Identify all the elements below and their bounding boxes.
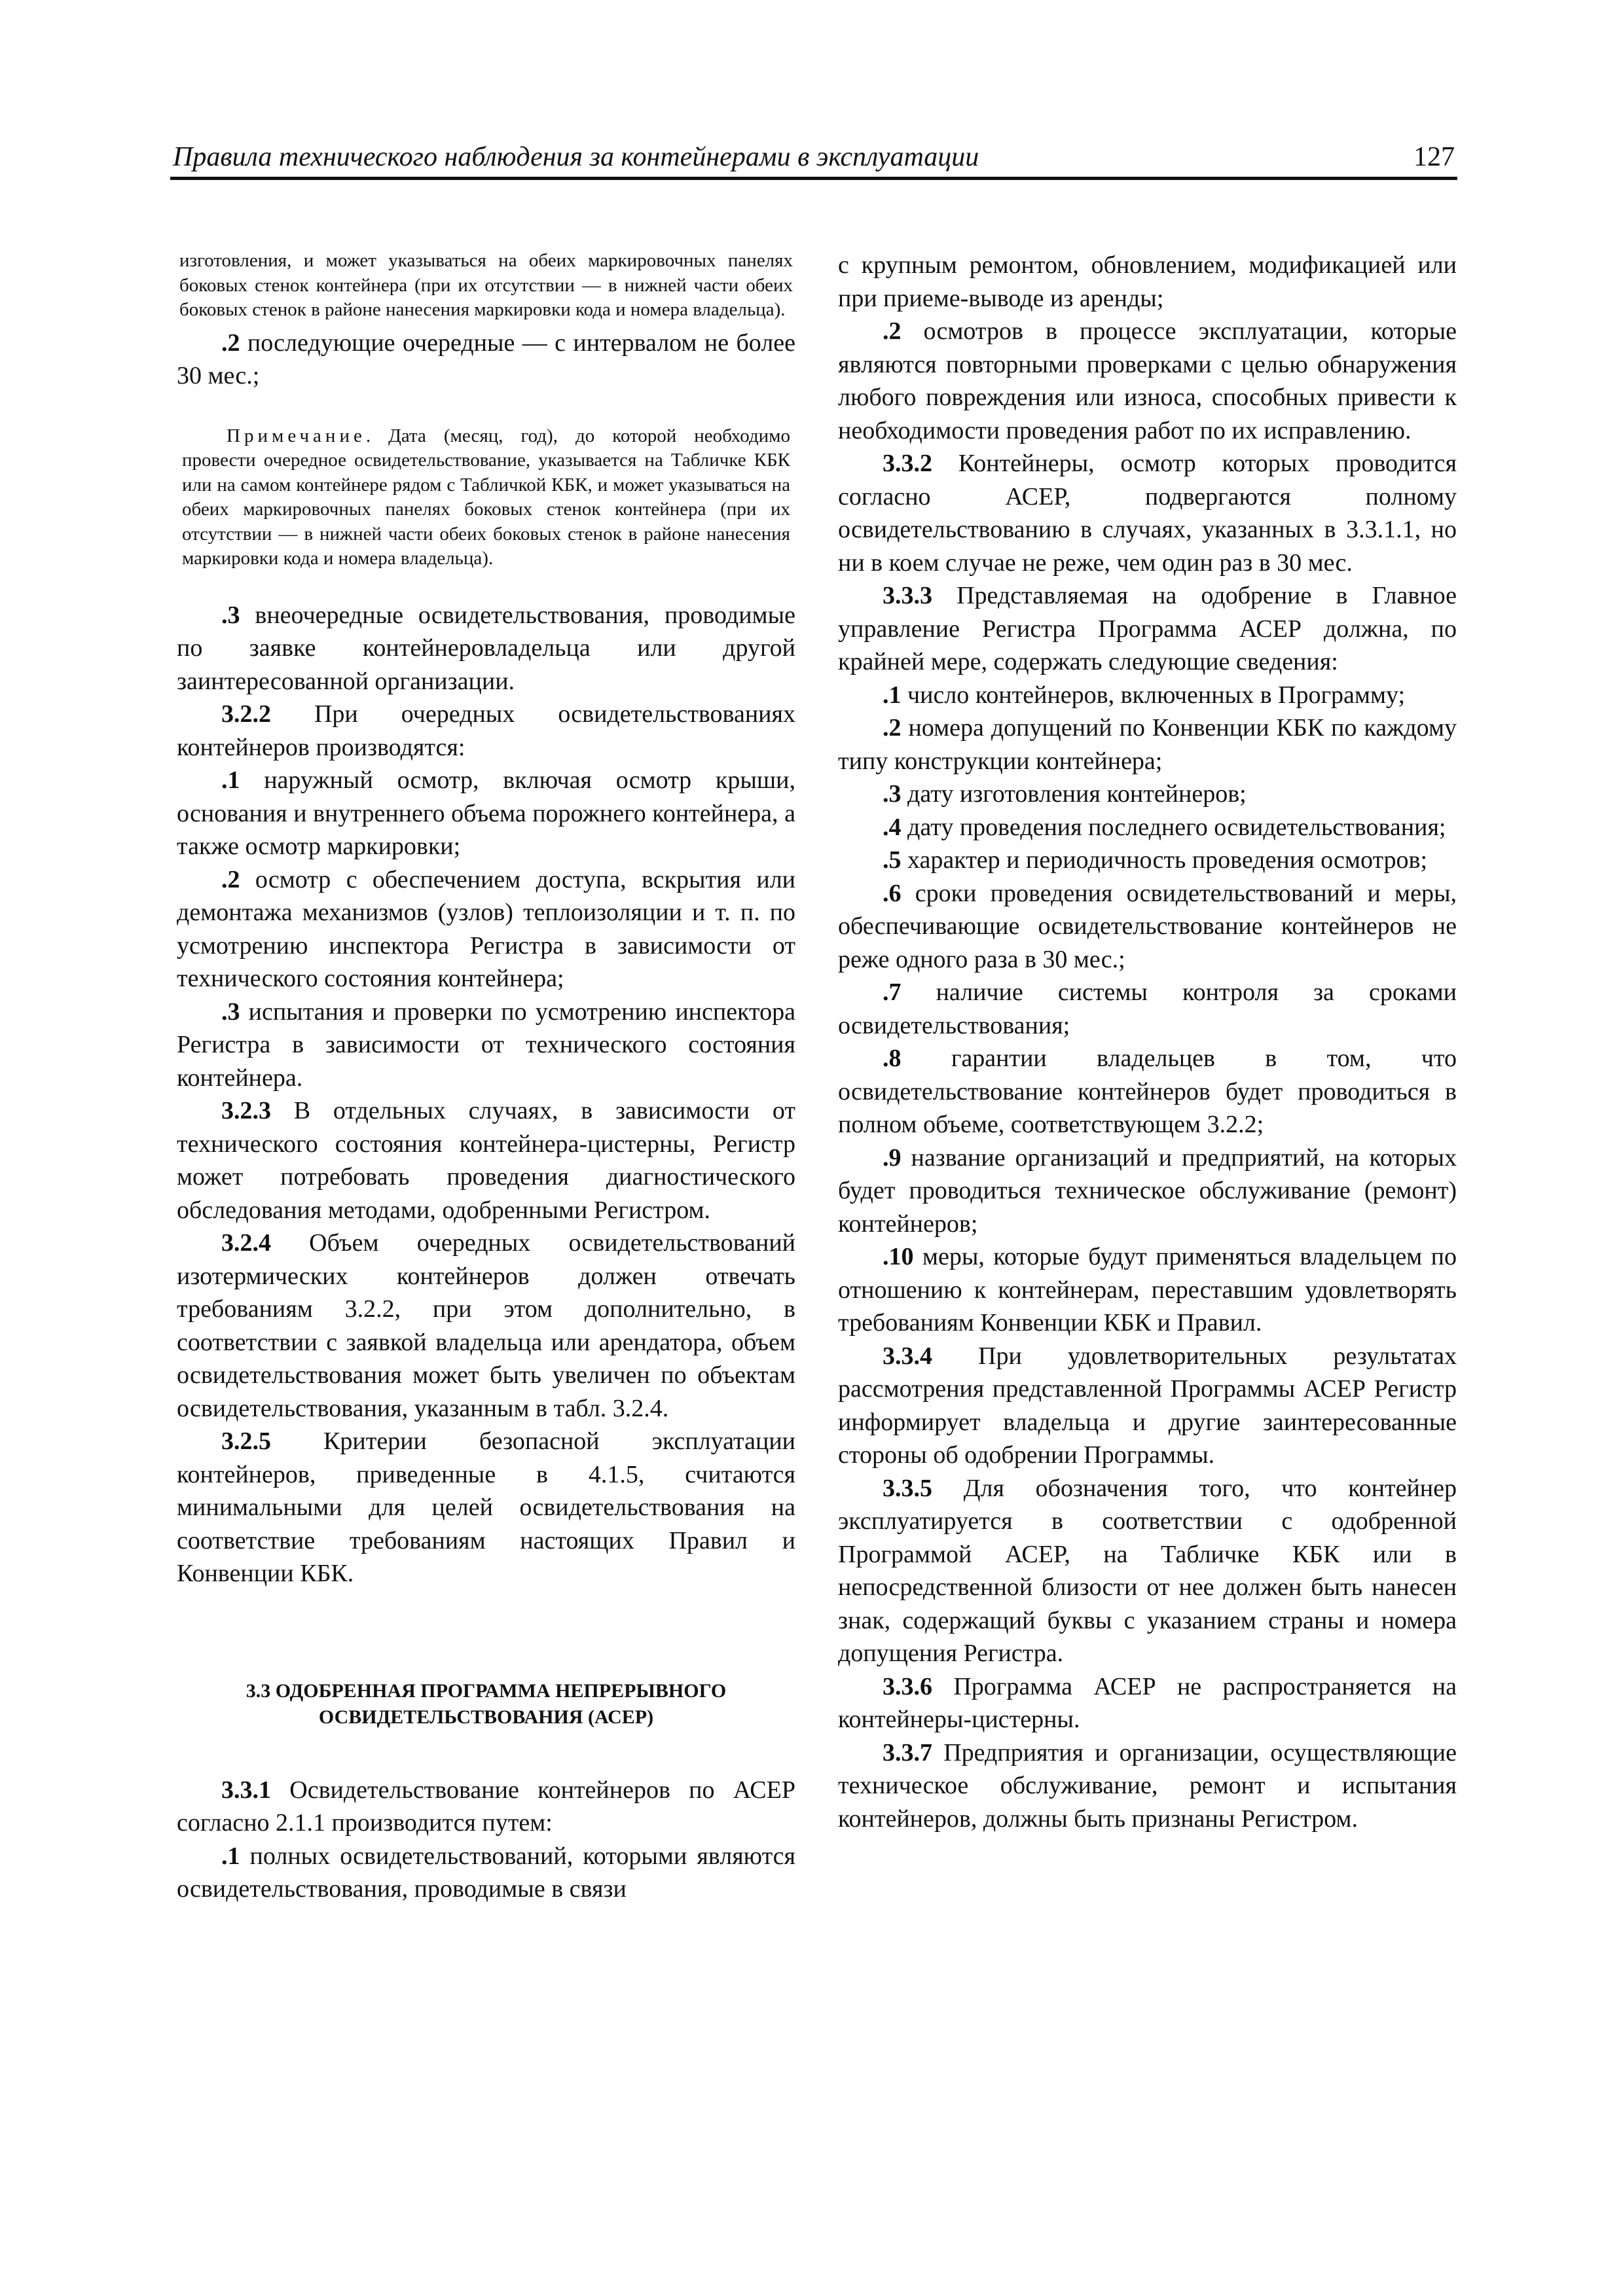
- heading-line-2: ОСВИДЕТЕЛЬСТВОВАНИЯ (АСЕР): [318, 1706, 654, 1728]
- item-number: .5: [883, 846, 902, 874]
- section-text: Критерии безопасной эксплуатации контейнеров, приведенные в 4.1.5, считаются минимальными для целей освидетельствования на соответствие требованиям настоящих Правил и Конвенции КБК.: [177, 1427, 795, 1587]
- section-number: 3.3.7: [883, 1738, 932, 1767]
- item-text: полных освидетельствований, которыми являются освидетельствования, проводимые в связи: [177, 1842, 795, 1903]
- item-3-2-2-3: [177, 996, 795, 1095]
- section-3-3-3: [838, 579, 1457, 679]
- running-header: [170, 140, 1457, 180]
- item-number: .1: [221, 1842, 240, 1870]
- item-text: испытания и проверки по усмотрению инспектора Регистра в зависимости от технического состояния контейнера.: [177, 997, 795, 1092]
- para-text: последующие очередные — с интервалом не более 30 мес.;: [177, 329, 795, 389]
- section-3-3-1: [177, 1774, 795, 1840]
- item-3-2-2-2: [177, 863, 795, 996]
- item-number: .6: [883, 879, 902, 907]
- section-number: 3.3.1: [221, 1776, 271, 1804]
- section-text: Объем очередных освидетельствований изотермических контейнеров должен отвечать требованиям 3.2.2, при этом дополнительно, в соответствии с заявкой владельца или арендатора, объем освидетельствования может быть увеличен по объектам освидетельствования, указанным в табл. 3.2.4.: [177, 1229, 795, 1422]
- left-body: [177, 599, 795, 1590]
- item-number: .7: [883, 978, 902, 1006]
- item-text: номера допущений по Конвенции КБК по каждому типу конструкции контейнера;: [838, 714, 1457, 775]
- section-text: Освидетельствование контейнеров по АСЕР согласно 2.1.1 производится путем:: [177, 1776, 795, 1837]
- para-2: [177, 327, 795, 393]
- item-3-3-3-10: [838, 1240, 1457, 1340]
- item-text: сроки проведения освидетельствований и меры, обеспечивающие освидетельствование контейнеров не реже одного раза в 30 мес.;: [838, 879, 1457, 973]
- item-text: число контейнеров, включенных в Программу;: [901, 681, 1406, 709]
- section-number: 3.3.2: [883, 450, 932, 477]
- section-text: Контейнеры, осмотр которых проводится согласно АСЕР, подвергаются полному освидетельствованию в случаях, указанных в 3.3.1.1, но ни в коем случае не реже, чем один раз в 30 мес.: [838, 450, 1457, 577]
- section-text: Представляемая на одобрение в Главное управление Регистра Программа АСЕР должна, по крайней мере, содержать следующие сведения:: [838, 582, 1457, 675]
- note-text: . Дата (месяц, год), до которой необходимо провести очередное освидетельствование, указывается на Табличке КБК или на самом контейнере рядом с Табличкой КБК, и может указываться на обеих маркировочных панелях боковых стенок контейнера (при их отсутствии — в нижней части обеих боковых стенок в районе нанесения маркировки кода и номера владельца).: [182, 425, 790, 569]
- item-text: характер и периодичность проведения осмотров;: [901, 846, 1428, 874]
- para-number: .3: [221, 601, 240, 629]
- item-3-3-3-8: [838, 1042, 1457, 1141]
- continued-text: с крупным ремонтом, обновлением, модификацией или при приеме-выводе из аренды;: [838, 251, 1457, 312]
- item-3-3-3-9: [838, 1141, 1457, 1241]
- section-3-2-4: [177, 1227, 795, 1425]
- section-number: 3.2.4: [221, 1229, 271, 1257]
- item-number: .4: [883, 813, 902, 841]
- section-text: Программа АСЕР не распространяется на контейнеры-цистерны.: [838, 1672, 1457, 1733]
- item-number: .10: [883, 1243, 914, 1270]
- item-3-3-1-1: [177, 1840, 795, 1906]
- item-3-2-2-1: [177, 764, 795, 863]
- section-text: В отдельных случаях, в зависимости от технического состояния контейнера-цистерны, Регистр может потребовать проведения диагностического обследования методами, одобренными Регистром.: [177, 1097, 795, 1224]
- item-number: .1: [883, 681, 902, 709]
- section-3-2-5: [177, 1425, 795, 1590]
- item-number: .3: [883, 780, 902, 808]
- item-3-3-1-2: [838, 315, 1457, 447]
- item-text: осмотр с обеспечением доступа, вскрытия или демонтажа механизмов (узлов) теплоизоляции и т. п. по усмотрению инспектора Регистра в зависимости от технического состояния контейнера;: [177, 865, 795, 992]
- section-number: 3.3.3: [883, 582, 932, 609]
- note: [182, 424, 790, 571]
- para-3: [177, 599, 795, 698]
- continued-footnote: [179, 249, 793, 323]
- section-number: 3.2.5: [221, 1427, 271, 1455]
- section-3-3-6: [838, 1670, 1457, 1736]
- item-text: дату изготовления контейнеров;: [901, 780, 1247, 808]
- item-number: .2: [883, 714, 902, 742]
- para-text: внеочередные освидетельствования, проводимые по заявке контейнеровладельца или другой заинтересованной организации.: [177, 601, 795, 695]
- section-3-2-3: [177, 1094, 795, 1227]
- section-text: При удовлетворительных результатах рассмотрения представленной Программы АСЕР Регистр информирует владельца и другие заинтересованные стороны об одобрении Программы.: [838, 1342, 1457, 1469]
- right-body: [838, 249, 1457, 1835]
- section-text: Предприятия и организации, осуществляющие техническое обслуживание, ремонт и испытания контейнеров, должны быть признаны Регистром.: [838, 1738, 1457, 1833]
- heading-line-1: 3.3 ОДОБРЕННАЯ ПРОГРАММА НЕПРЕРЫВНОГО: [246, 1679, 727, 1702]
- section-number: 3.2.3: [221, 1097, 271, 1124]
- item-number: .2: [221, 865, 240, 893]
- right-column: [838, 249, 1457, 1835]
- item-3-3-3-1: [838, 679, 1457, 712]
- left-column: [177, 249, 795, 1906]
- item-text: наружный осмотр, включая осмотр крыши, основания и внутреннего объема порожнего контейнера, а также осмотр маркировки;: [177, 766, 795, 860]
- page-number: 127: [1413, 142, 1455, 172]
- item-text: меры, которые будут применяться владельцем по отношению к контейнерам, переставшим удовлетворять требованиям Конвенции КБК и Правил.: [838, 1243, 1457, 1336]
- section-number: 3.2.2: [221, 700, 271, 728]
- running-title: Правила технического наблюдения за контейнерами в эксплуатации: [173, 142, 979, 172]
- item-text: дату проведения последнего освидетельствования;: [901, 813, 1446, 841]
- section-number: 3.3.5: [883, 1474, 932, 1502]
- section-text: При очередных освидетельствованиях контейнеров производятся:: [177, 700, 795, 761]
- item-3-3-3-7: [838, 976, 1457, 1042]
- item-number: .8: [883, 1045, 902, 1072]
- item-number: .2: [883, 317, 902, 345]
- item-3-3-3-3: [838, 778, 1457, 811]
- footnote-text: изготовления, и может указываться на обеих маркировочных панелях боковых стенок контейнера (при их отсутствии — в нижней части обеих боковых стенок в районе нанесения маркировки кода и номера владельца).: [179, 250, 793, 320]
- section-3-3-5: [838, 1472, 1457, 1670]
- item-text: наличие системы контроля за сроками освидетельствования;: [838, 978, 1457, 1039]
- section-number: 3.3.6: [883, 1672, 932, 1700]
- section-number: 3.3.4: [883, 1342, 932, 1370]
- section-text: Для обозначения того, что контейнер эксплуатируется в соответствии с одобренной Программой АСЕР, на Табличке КБК или в непосредственной близости от нее должен быть нанесен знак, содержащий буквы с указанием страны и номера допущения Регистра.: [838, 1474, 1457, 1667]
- item-3-3-3-6: [838, 877, 1457, 977]
- left-body-2: [177, 1774, 795, 1906]
- item-3-3-3-2: [838, 711, 1457, 778]
- para-number: .2: [221, 329, 240, 357]
- item-number: .9: [883, 1143, 902, 1172]
- item-text: гарантии владельцев в том, что освидетельствование контейнеров будет проводиться в полном объеме, соответствующем 3.2.2;: [838, 1045, 1457, 1138]
- section-3-3-7: [838, 1736, 1457, 1836]
- section-heading: [177, 1678, 795, 1731]
- item-3-3-3-5: [838, 844, 1457, 877]
- section-3-3-4: [838, 1340, 1457, 1472]
- section-3-3-2: [838, 447, 1457, 579]
- item-number: .1: [221, 766, 240, 794]
- item-text: название организаций и предприятий, на которых будет проводиться техническое обслуживание (ремонт) контейнеров;: [838, 1143, 1457, 1238]
- item-text: осмотров в процессе эксплуатации, которые являются повторными проверками с целью обнаружения любого повреждения или износа, способных привести к необходимости проведения работ по их исправлению.: [838, 317, 1457, 444]
- section-3-2-2: [177, 698, 795, 764]
- note-label: Примечание: [227, 425, 366, 446]
- item-3-3-3-4: [838, 811, 1457, 844]
- item-number: .3: [221, 997, 240, 1026]
